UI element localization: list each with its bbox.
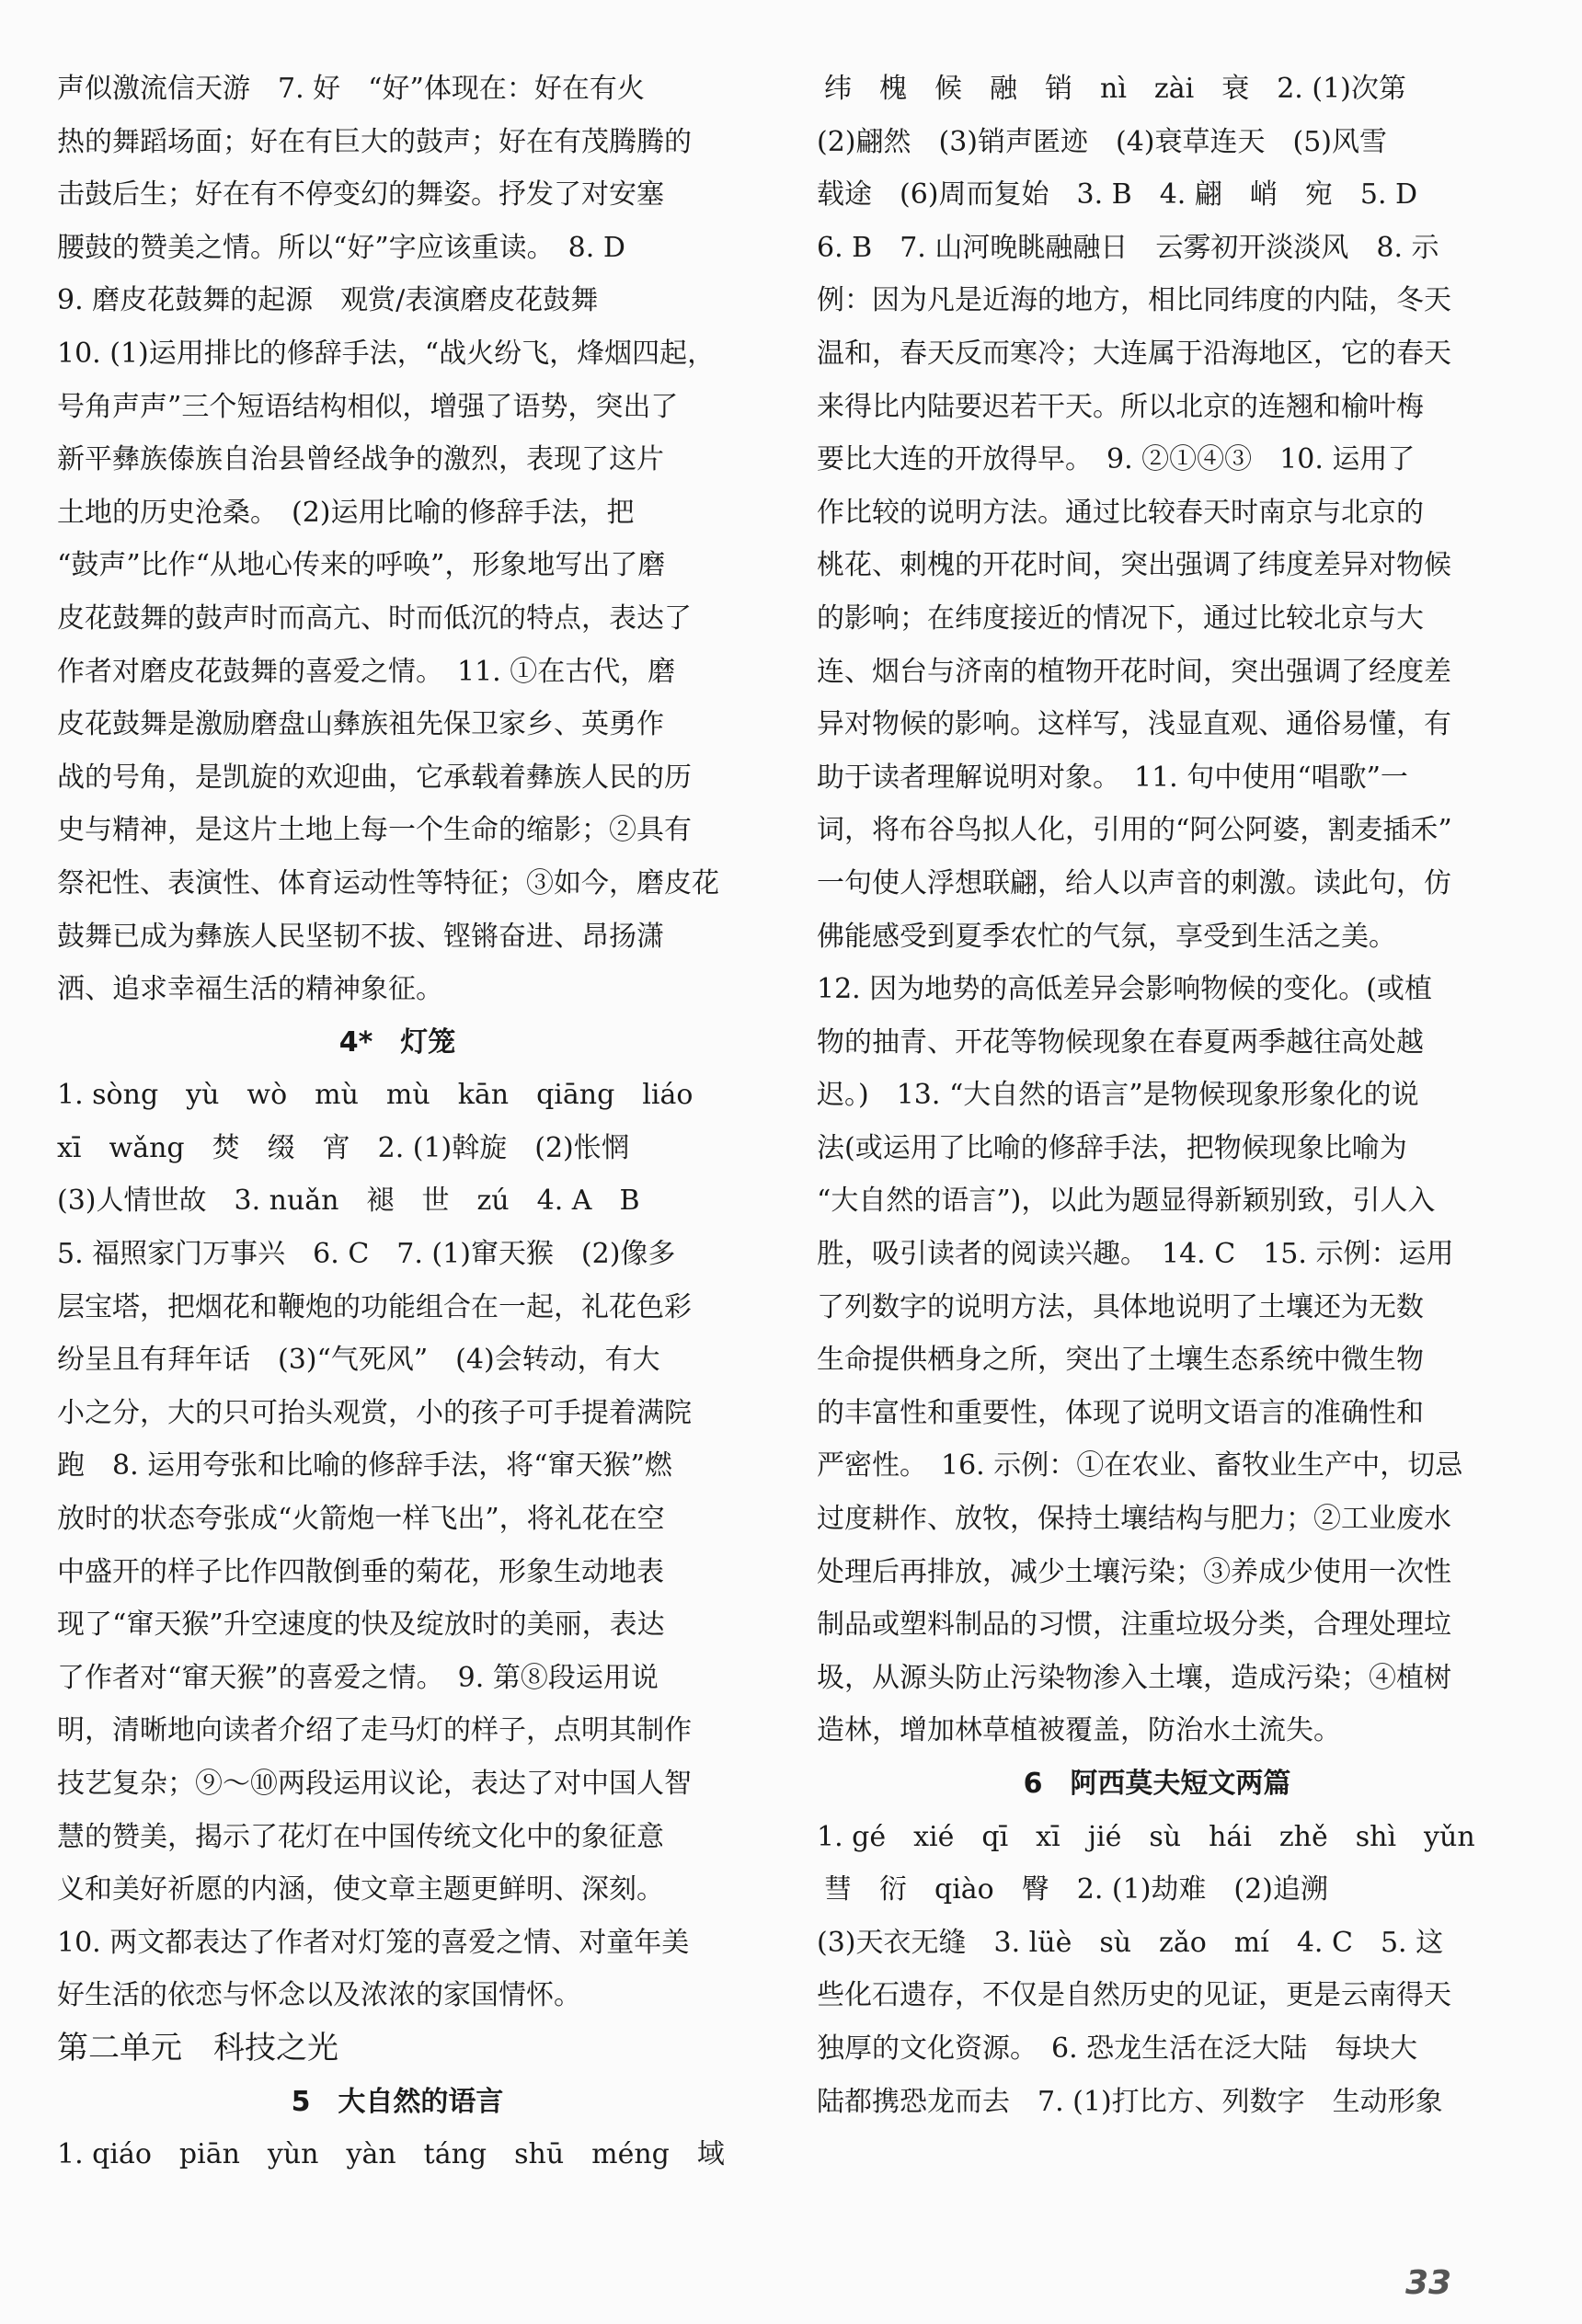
text-line: 圾，从源头防止污染物渗入土壤，造成污染；④植树 <box>817 1661 1451 1694</box>
text-line: xī wǎng 焚 缀 宵 2. (1)斡旋 (2)怅惘 <box>57 1131 629 1164</box>
text-line: 击鼓后生；好在有不停变幻的舞姿。抒发了对安塞 <box>57 178 664 212</box>
left-column <box>57 63 738 2181</box>
text-line: 皮花鼓舞的鼓声时而高亢、时而低沉的特点，表达了 <box>57 601 692 635</box>
text-line: 小之分，大的只可抬头观赏，小的孩子可手提着满院 <box>57 1396 692 1429</box>
text-line: 声似激流信天游 7. 好 “好”体现在：好在有火 <box>57 73 645 105</box>
text-line: 词，将布谷鸟拟人化，引用的“阿公阿婆，割麦插禾” <box>817 814 1452 847</box>
text-line: 法(或运用了比喻的修辞手法，把物候现象比喻为 <box>817 1131 1407 1164</box>
text-line: 5. 福照家门万事兴 6. C 7. (1)窜天猴 (2)像多 <box>57 1238 676 1271</box>
text-line: 现了“窜天猴”升空速度的快及绽放时的美丽，表达 <box>57 1608 665 1642</box>
text-line: 桃花、刺槐的开花时间，突出强调了纬度差异对物候 <box>817 549 1451 582</box>
text-line: 一句使人浮想联翩，给人以声音的刺激。读此句，仿 <box>817 866 1451 899</box>
text-line: 6. B 7. 山河晚眺融融日 云雾初开淡淡风 8. 示 <box>817 231 1439 264</box>
text-line: 中盛开的样子比作四散倒垂的菊花，形象生动地表 <box>57 1555 664 1588</box>
text-line: 战的号角，是凯旋的欢迎曲，它承载着彝族人民的历 <box>57 761 692 794</box>
text-line: 连、烟台与济南的植物开花时间，突出强调了经度差 <box>817 655 1451 688</box>
text-line: 纷呈且有拜年话 (3)“气死风” (4)会转动，有大 <box>57 1344 660 1377</box>
text-line: 明，清晰地向读者介绍了走马灯的样子，点明其制作 <box>57 1714 692 1747</box>
text-line: (3)天衣无缝 3. lüè sù zǎo mí 4. C 5. 这 <box>817 1926 1444 1959</box>
text-line: 腰鼓的赞美之情。所以“好”字应该重读。 8. D <box>57 231 625 264</box>
text-line: 祭祀性、表演性、体育运动性等特征；③如今，磨皮花 <box>57 866 719 899</box>
text-line: (2)翩然 (3)销声匿迹 (4)衰草连天 (5)风雪 <box>817 125 1387 158</box>
text-line: 义和美好祈愿的内涵，使文章主题更鲜明、深刻。 <box>57 1873 664 1906</box>
text-line: 号角声声”三个短语结构相似，增强了语势，突出了 <box>57 390 679 423</box>
text-line: 热的舞蹈场面；好在有巨大的鼓声；好在有茂腾腾的 <box>57 125 692 158</box>
text-line: 1. gé xié qī xī jié sù hái zhě shì yǔn <box>817 1820 1475 1853</box>
text-line: 造林，增加林草植被覆盖，防治水土流失。 <box>817 1714 1341 1747</box>
text-line: 9. 磨皮花鼓舞的起源 观赏/表演磨皮花鼓舞 <box>57 284 599 317</box>
text-line: 好生活的依恋与怀念以及浓浓的家国情怀。 <box>57 1979 581 2012</box>
text-line: 独厚的文化资源。 6. 恐龙生活在泛大陆 每块大 <box>817 2032 1418 2065</box>
text-line: 异对物候的影响。这样写，浅显直观、通俗易懂，有 <box>817 708 1451 741</box>
text-line: 严密性。 16. 示例：①在农业、畜牧业生产中，切忌 <box>817 1449 1463 1483</box>
right-column <box>817 63 1497 2128</box>
text-line: 技艺复杂；⑨～⑩两段运用议论，表达了对中国人智 <box>57 1768 692 1800</box>
text-line: 土地的历史沧桑。 (2)运用比喻的修辞手法，把 <box>57 496 635 529</box>
text-line: 迟。) 13. “大自然的语言”是物候现象形象化的说 <box>817 1079 1419 1112</box>
text-line: 纬 槐 候 融 销 nì zài 衰 2. (1)次第 <box>824 73 1406 105</box>
page-number: 33 <box>1405 2264 1452 2302</box>
text-line: 鼓舞已成为彝族人民坚韧不拔、铿锵奋进、昂扬潇 <box>57 920 664 953</box>
text-line: (3)人情世故 3. nuǎn 褪 世 zú 4. A B <box>57 1185 640 1218</box>
text-line: 胜，吸引读者的阅读兴趣。 14. C 15. 示例：运用 <box>817 1238 1454 1271</box>
text-line: “鼓声”比作“从地心传来的呼唤”，形象地写出了磨 <box>57 549 666 582</box>
text-line: 层宝塔，把烟花和鞭炮的功能组合在一起，礼花色彩 <box>57 1290 692 1323</box>
text-line: 放时的状态夸张成“火箭炮一样飞出”，将礼花在空 <box>57 1503 665 1536</box>
text-line: 生命提供栖身之所，突出了土壤生态系统中微生物 <box>817 1344 1424 1377</box>
text-line: 10. (1)运用排比的修辞手法，“战火纷飞，烽烟四起， <box>57 337 716 370</box>
text-line: 要比大连的开放得早。 9. ②①④③ 10. 运用了 <box>817 443 1416 476</box>
text-line: 洒、追求幸福生活的精神象征。 <box>57 973 443 1006</box>
text-line: 佛能感受到夏季农忙的气氛，享受到生活之美。 <box>817 920 1396 953</box>
text-line: 例：因为凡是近海的地方，相比同纬度的内陆，冬天 <box>817 284 1451 317</box>
text-line: 彗 衍 qiào 臀 2. (1)劫难 (2)追溯 <box>824 1873 1328 1906</box>
text-line: 作比较的说明方法。通过比较春天时南京与北京的 <box>817 496 1424 529</box>
text-line: 的丰富性和重要性，体现了说明文语言的准确性和 <box>817 1396 1424 1429</box>
text-line: 温和，春天反而寒冷；大连属于沿海地区，它的春天 <box>817 337 1451 370</box>
text-line: 作者对磨皮花鼓舞的喜爱之情。 11. ①在古代，磨 <box>57 655 676 688</box>
text-line: 跑 8. 运用夸张和比喻的修辞手法，将“窜天猴”燃 <box>57 1449 672 1483</box>
text-line: 慧的赞美，揭示了花灯在中国传统文化中的象征意 <box>57 1820 664 1853</box>
section-heading: 4* 灯笼 <box>338 1025 456 1059</box>
text-line: 制品或塑料制品的习惯，注重垃圾分类，合理处理垃 <box>817 1608 1451 1642</box>
text-line: 陆都携恐龙而去 7. (1)打比方、列数字 生动形象 <box>817 2085 1443 2118</box>
text-line: 史与精神，是这片土地上每一个生命的缩影；②具有 <box>57 814 692 847</box>
text-line: 物的抽青、开花等物候现象在春夏两季越往高处越 <box>817 1025 1424 1059</box>
text-line: 新平彝族傣族自治县曾经战争的激烈，表现了这片 <box>57 443 664 476</box>
section-heading: 6 阿西莫夫短文两篇 <box>1023 1768 1291 1800</box>
text-line: 载途 (6)周而复始 3. B 4. 翩 峭 宛 5. D <box>817 178 1418 212</box>
text-line: 1. qiáo piān yùn yàn táng shū méng 域 <box>57 2138 725 2171</box>
text-line: 助于读者理解说明对象。 11. 句中使用“唱歌”一 <box>817 761 1408 794</box>
section-heading: 5 大自然的语言 <box>291 2085 504 2118</box>
text-line: 1. sòng yù wò mù mù kān qiāng liáo <box>57 1079 694 1112</box>
text-line: 处理后再排放，减少土壤污染；③养成少使用一次性 <box>817 1555 1451 1588</box>
section-heading: 第二单元 科技之光 <box>57 2029 338 2066</box>
text-line: 皮花鼓舞是激励磨盘山彝族祖先保卫家乡、英勇作 <box>57 708 664 741</box>
text-line: 12. 因为地势的高低差异会影响物候的变化。(或植 <box>817 973 1432 1006</box>
text-line: 过度耕作、放牧，保持土壤结构与肥力；②工业废水 <box>817 1503 1451 1536</box>
text-line: 了列数字的说明方法，具体地说明了土壤还为无数 <box>817 1290 1424 1323</box>
text-line: 来得比内陆要迟若干天。所以北京的连翘和榆叶梅 <box>817 390 1424 423</box>
text-line: 了作者对“窜天猴”的喜爱之情。 9. 第⑧段运用说 <box>57 1661 659 1694</box>
text-line: 的影响；在纬度接近的情况下，通过比较北京与大 <box>817 601 1424 635</box>
text-line: 10. 两文都表达了作者对灯笼的喜爱之情、对童年美 <box>57 1926 690 1959</box>
text-line: 些化石遗存，不仅是自然历史的见证，更是云南得天 <box>817 1979 1451 2012</box>
text-line: “大自然的语言”)，以此为题显得新颖别致，引人入 <box>817 1185 1436 1218</box>
